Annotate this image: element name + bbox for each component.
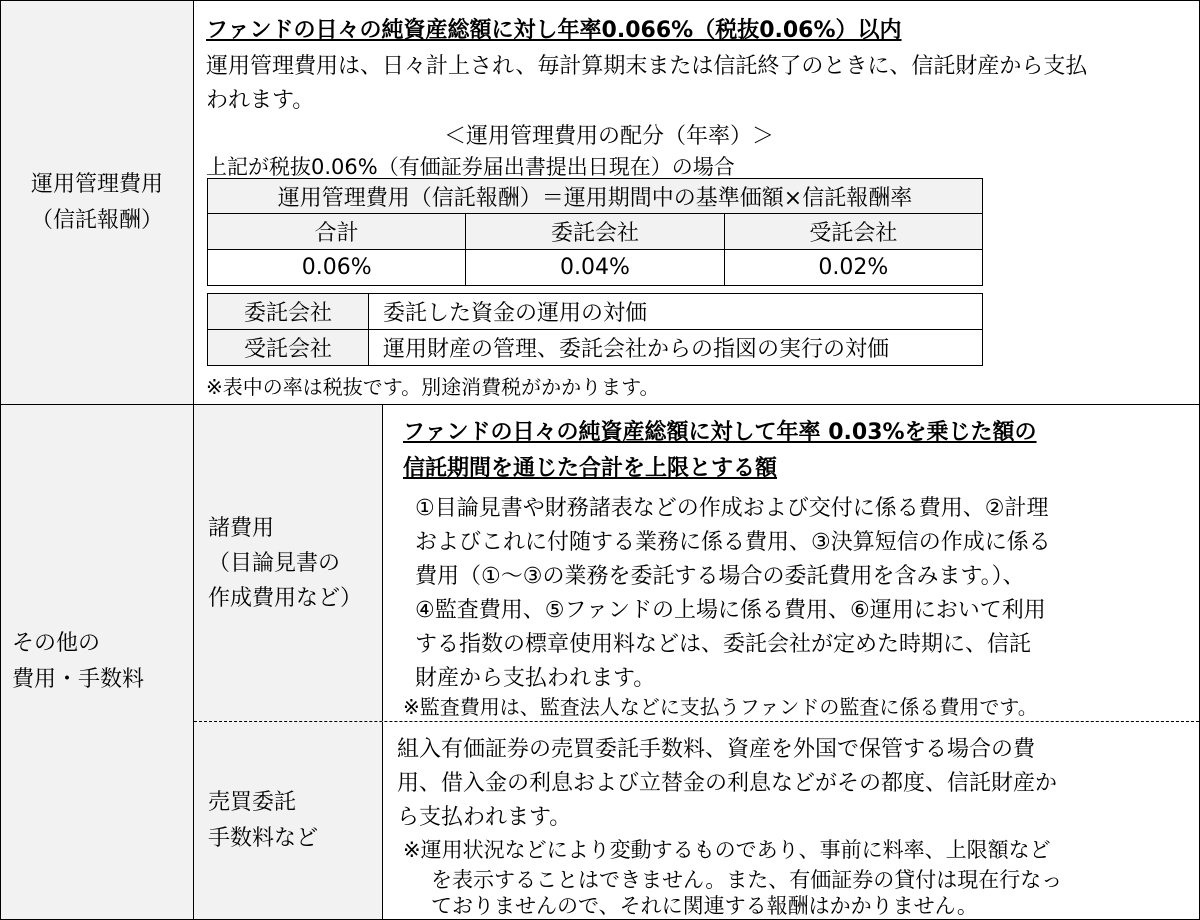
alloc-header-total: 合計 (208, 214, 466, 250)
alloc-value-total: 0.06% (208, 250, 466, 286)
misc-fees-body-3: 費用（①～③の業務を委託する場合の委託費用を含みます。）、 (415, 564, 1025, 589)
trading-fees-label-cell (194, 722, 383, 919)
misc-fees-label: 諸費用 (208, 515, 275, 541)
trading-fees-content (383, 722, 1199, 919)
misc-fees-heading-2: 信託期間を通じた合計を上限とする額 (403, 456, 778, 481)
trading-fees-body-2: 用、借入金の利息および立替金の利息などがその都度、信託財産か (397, 771, 1058, 796)
mgmt-fee-heading: ファンドの日々の純資産総額に対し年率0.066%（税抜0.06%）以内 (206, 18, 902, 43)
misc-fees-heading-1: ファンドの日々の純資産総額に対して年率 0.03%を乗じた額の (403, 420, 1037, 445)
trading-fees-note-1: ※運用状況などにより変動するものであり、事前に料率、上限額など (403, 838, 1051, 862)
mgmt-fee-row (1, 1, 1199, 405)
role-desc: 運用財産の管理、委託会社からの指図の実行の対価 (369, 330, 983, 366)
misc-fees-body-5: する指数の標章使用料などは、委託会社が定めた時期に、信託 (415, 632, 1032, 657)
other-fees-row (1, 405, 1199, 919)
alloc-header-manager: 委託会社 (466, 214, 724, 250)
misc-fees-body-1: ①目論見書や財務諸表などの作成および交付に係る費用、②計理 (415, 496, 1049, 521)
misc-fees-body-4: ④監査費用、⑤ファンドの上場に係る費用、⑥運用において利用 (415, 598, 1046, 623)
other-fees-label-sub: 費用・手数料 (12, 667, 145, 692)
mgmt-fee-content (194, 1, 1199, 404)
roles-table (207, 293, 983, 366)
role-party: 委託会社 (208, 294, 369, 330)
mgmt-fee-label-cell (1, 1, 194, 404)
mgmt-fee-label: 運用管理費用 (30, 171, 163, 197)
trading-fees-label: 売買委託 (208, 789, 297, 815)
alloc-formula: 運用管理費用（信託報酬）＝運用期間中の基準価額×信託報酬率 (208, 179, 983, 214)
trading-fees-note-2: を表示することはできません。また、有価証券の貸付は現在行なっ (431, 868, 1063, 892)
alloc-note: 上記が税抜0.06%（有価証券届出書提出日現在）の場合 (206, 155, 735, 179)
misc-fees-body-2: およびこれに付随する業務に係る費用、③決算短信の作成に係る (415, 530, 1051, 555)
misc-fees-label-cell (194, 405, 383, 721)
trading-fees-body-3: ら支払われます。 (397, 805, 572, 830)
alloc-title: ＜運用管理費用の配分（年率）＞ (444, 124, 775, 149)
misc-fees-note: ※監査費用は、監査法人などに支払うファンドの監査に係る費用です。 (403, 695, 1038, 719)
other-fees-label: その他の (12, 631, 101, 656)
mgmt-fee-footnote: ※表中の率は税抜です。別途消費税がかかります。 (206, 375, 660, 399)
alloc-table (207, 178, 983, 286)
role-row (208, 294, 983, 330)
trading-fees-body-1: 組入有価証券の売買委託手数料、資産を外国で保管する場合の費 (397, 737, 1036, 762)
misc-fees-label-sub1: （目論見書の (208, 550, 341, 576)
alloc-value-manager: 0.04% (466, 250, 724, 286)
other-fees-label-cell (1, 405, 194, 919)
misc-fees-label-sub2: 作成費用など） (208, 585, 363, 611)
alloc-header-trustee: 受託会社 (724, 214, 982, 250)
mgmt-fee-label-sub: （信託報酬） (30, 207, 163, 233)
misc-fees-content (383, 405, 1199, 721)
trading-fees-label-sub: 手数料など (208, 825, 319, 851)
role-desc: 委託した資金の運用の対価 (369, 294, 983, 330)
misc-fees-body-6: 財産から支払われます。 (415, 666, 656, 691)
mgmt-fee-desc-2: われます。 (206, 88, 315, 113)
trading-fees-note-3: ておりませんので、それに関連する報酬はかかりません。 (431, 894, 978, 918)
alloc-value-trustee: 0.02% (724, 250, 982, 286)
mgmt-fee-desc-1: 運用管理費用は、日々計上され、毎計算期末または信託終了のときに、信託財産から支払 (206, 54, 1088, 79)
role-party: 受託会社 (208, 330, 369, 366)
role-row (208, 330, 983, 366)
